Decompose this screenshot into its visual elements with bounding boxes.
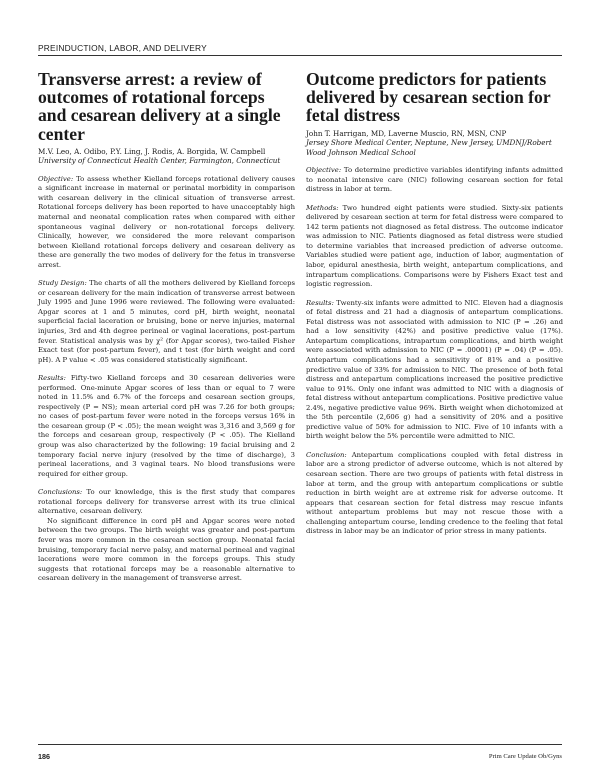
right-objective-label: Objective: (306, 166, 342, 175)
left-design-label: Study Design: (38, 279, 87, 288)
right-results-label: Results: (306, 298, 334, 307)
section-label: PREINDUCTION, LABOR, AND DELIVERY (38, 43, 207, 53)
right-abstract (306, 70, 563, 537)
right-results-text: Twenty-six infants were admitted to NIC. Eleven had a diagnosis of fetal distress and 21 had a diagnosis of antepartum complications. Fetal distress was not associated with admission to NIC (P = .26) and had a low sensitivity (42%) and positive predictive value (17%). Antepartum complications, intrapartum complications, and birth weight were associated with admission to NIC (P = .00001) (P = .04) (P = .05). Antepartum complications had a sensitivity of 81% and a positive predictive value of 33% for admission to NIC. The presence of both fetal distress and antepartum complications increased the positive predictive value to 91%. Only one infant was admitted to NIC with a diagnosis of fetal distress without antepartum complications. Positive predictive value 2.4%, negative predictive value 96%. Birth weight when dichotomized at the 5th percentile (2,606 g) had a sensitivity of 20% and a positive predictive value of 50% for admission to NIC. Five of 10 infants with a birth weight below the 5% percentile were admitted to NIC. (306, 298, 563, 441)
right-methods (306, 204, 563, 290)
left-conclusions-text: To our knowledge, this is the first study that compares rotational forceps delivery for transverse arrest with its true clinical alternative, cesarean delivery. (38, 488, 295, 516)
right-objective (306, 166, 563, 195)
left-abstract (38, 70, 295, 584)
journal-name: Prim Care Update Ob/Gyns (488, 753, 562, 760)
left-affiliation: University of Connecticut Health Center, Farmington, Connecticut (38, 156, 281, 166)
left-conclusions-continued: No significant difference in cord pH and Apgar scores were noted between the two groups. The birth weight was greater and post-partum fever was more common in the cesarean section group. Neonatal facial bruising, temporary facial nerve palsy, and maternal perineal and vaginal lacerations were more common in the forceps groups. This study suggests that rotational forceps may be a reasonable alternative to cesarean delivery in the management of transverse arrest. (38, 516, 295, 583)
header-rule (38, 55, 562, 56)
right-methods-text: Two hundred eight patients were studied. Sixty-six patients delivered by cesarean section at term for fetal distress were compared to 142 term patients not diagnosed as fetal distress. The outcome indicator was admission to NIC. Patients diagnosed as fetal distress were studied to determine variables that increased prediction of adverse outcome. Variables studied were patient age, induction of labor, augmentation of labor, epidural anesthesia, birth weight, antepartum complications, and intrapartum complications. Comparisons were by Fishers Exact test and logistic regression. (306, 203, 563, 289)
left-objective-text: To assess whether Kielland forceps rotational delivery causes a significant increase in maternal or perinatal morbidity in comparison with cesarean delivery in the clinical situation of transverse arrest. Rotational forceps delivery has been reported to have unacceptably high maternal and neonatal complication rates when compared with either spontaneous vaginal delivery or non-rotational forceps delivery. Clinically, however, we considered the more relevant comparison between Kielland rotational forceps delivery and cesarean delivery as these are generally the two modes of delivery for the fetus in transverse arrest. (38, 174, 295, 269)
right-methods-label: Methods: (306, 203, 339, 212)
right-conclusion-text: Antepartum complications coupled with fetal distress in labor are a strong predictor of adverse outcome, which is not altered by cesarean section. There are two groups of patients with fetal distress in labor at term, and the group with antepartum complications or subtle reduction in birth weight are at extreme risk for adverse outcome. It appears that cesarean section for fetal distress may rescue infants without antepartum problems but may not rescue those with a challenging antepartum course, lending credence to the feeling that fetal distress in labor may be an indicator of prior stress in many patients. (306, 450, 563, 536)
left-objective-label: Objective: (38, 174, 74, 183)
right-results (306, 299, 563, 442)
right-title: Outcome predictors for patients delivered by cesarean section for fetal distress (306, 69, 551, 126)
left-title: Transverse arrest: a review of outcomes of rotational forceps and cesarean delivery at a single center (38, 69, 281, 144)
right-affiliation: Jersey Shore Medical Center, Neptune, New Jersey, UMDNJ/Robert Wood Johnson Medical School (306, 138, 552, 157)
right-authors: John T. Harrigan, MD, Laverne Muscio, RN, MSN, CNP (306, 128, 507, 138)
footer-rule (38, 744, 562, 745)
left-results (38, 374, 295, 479)
left-design-text: The charts of all the mothers delivered by Kielland forceps or cesarean delivery for the main indication of transverse arrest between July 1995 and June 1996 were reviewed. The following were evaluated: Apgar scores at 1 and 5 minutes, cord pH, birth weight, neonatal superficial facial laceration or bruising, bone or nerve injuries, maternal injuries, 3rd and 4th degree perineal or vaginal lacerations, post-partum fever. Statistical analysis was by χ² (for Apgar scores), two-tailed Fisher Exact test (for post-partum fever), and t test (for birth weight and cord pH). A P value < .05 was considered statistically significant. (38, 279, 295, 364)
left-conclusions-label: Conclusions: (38, 488, 83, 497)
right-conclusion (306, 451, 563, 537)
left-authors: M.V. Leo, A. Odibo, P.Y. Ling, J. Rodis, A. Borgida, W. Campbell (38, 146, 266, 156)
left-design (38, 279, 295, 365)
left-objective (38, 175, 295, 270)
right-conclusion-label: Conclusion: (306, 450, 347, 459)
right-objective-text: To determine predictive variables identifying infants admitted to neonatal intensive care (NIC) following cesarean section for fetal distress in labor at term. (306, 166, 563, 194)
left-results-text: Fifty-two Kielland forceps and 30 cesarean deliveries were performed. One-minute Apgar scores of less than or equal to 7 were noted in 11.5% and 6.7% of the forceps and cesarean section groups, respectively (P = NS); mean arterial cord pH was 7.26 for both groups; no cases of post-partum fever were noted in the forceps versus 16% in the cesarean group (P < .05); the mean weight was 3,316 and 3,569 g for the forceps and cesarean group, respectively (P < .05). The Kielland group was also characterized by the following: 19 facial bruising and 2 temporary facial nerve injury (resolved by the time of discharge), 3 perineal lacerations, and 3 vaginal tears. No blood transfusions were required for either group. (38, 374, 295, 478)
left-conclusions (38, 488, 295, 517)
page-number: 186 (38, 752, 50, 761)
left-results-label: Results: (38, 374, 66, 383)
